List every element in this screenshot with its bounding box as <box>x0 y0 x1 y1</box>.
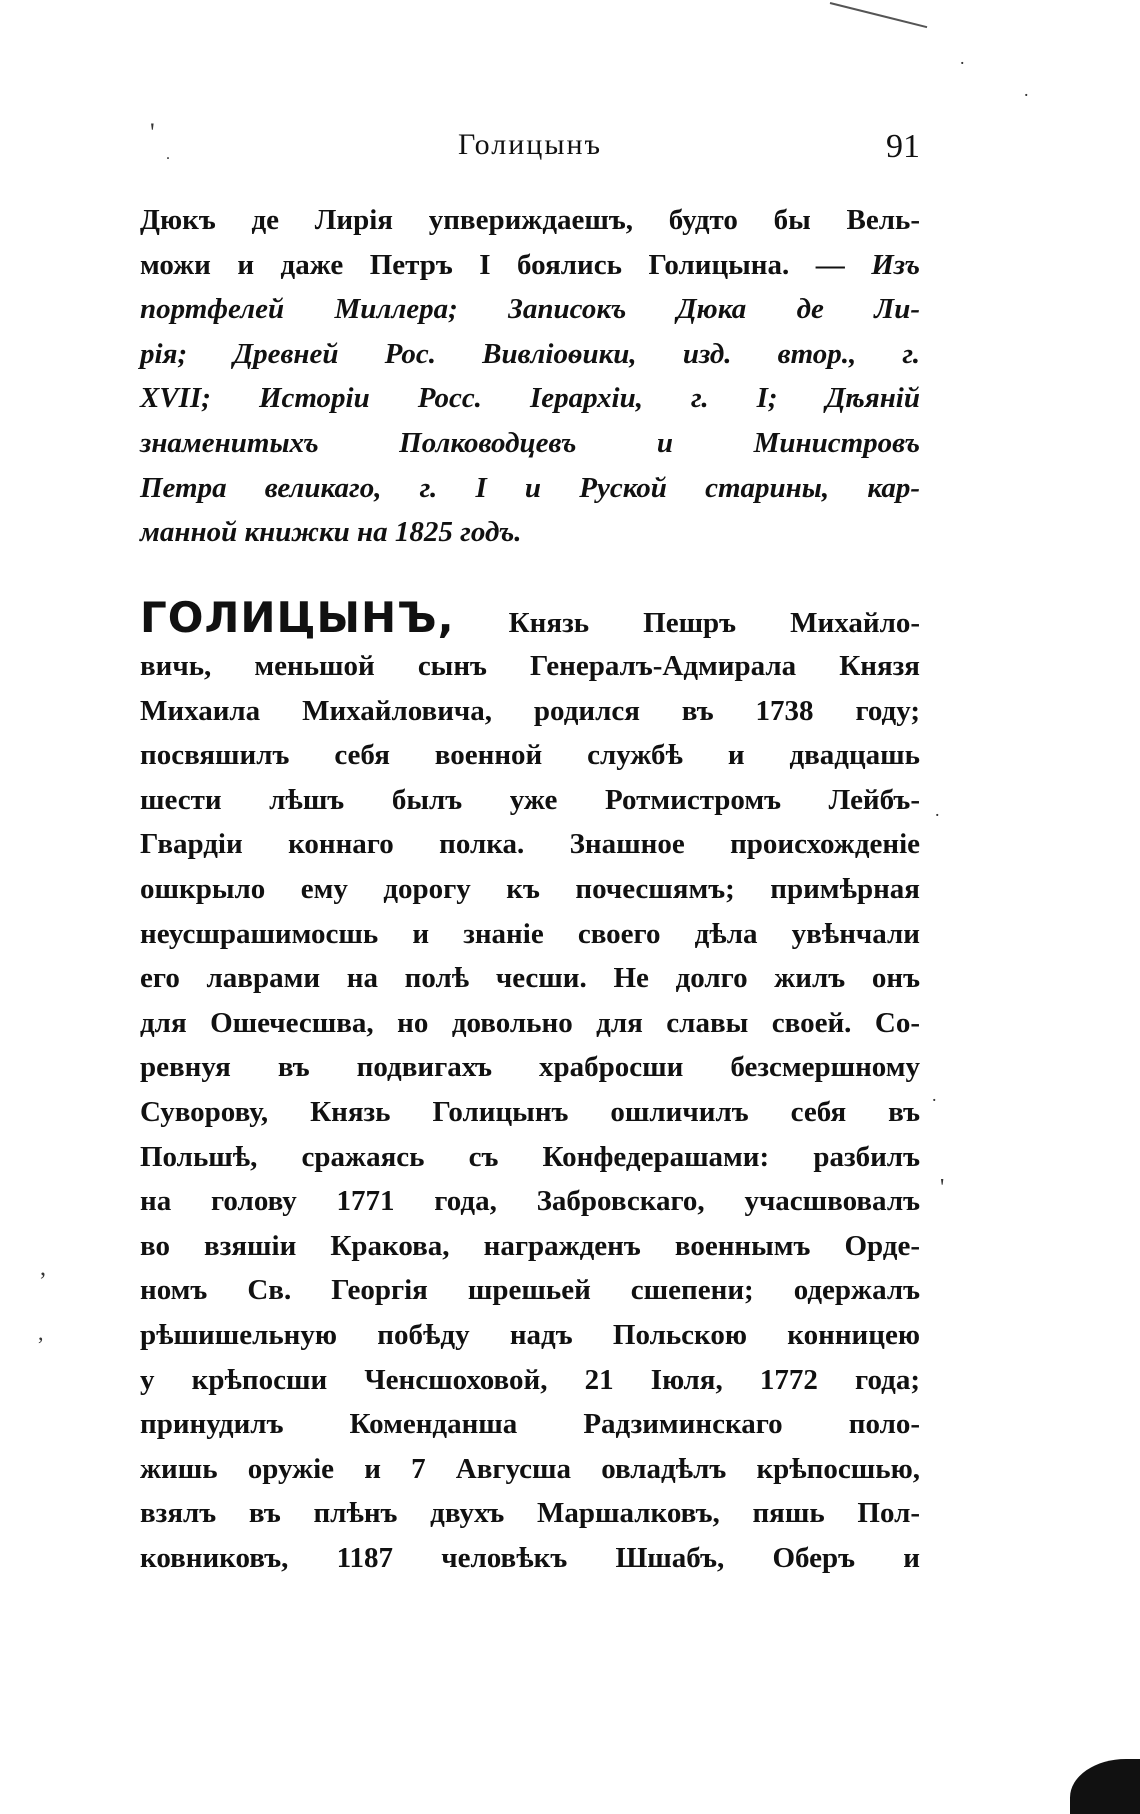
stray-dot-margin-1: . <box>935 800 940 820</box>
text-line: посвяшилъ себя военной службѣ и двадцашь <box>140 739 920 772</box>
top-edge-scratch <box>830 2 928 28</box>
text-line: у крѣпосши Ченсшоховой, 21 Іюля, 1772 года; <box>140 1363 920 1396</box>
text-line: шести лѣшъ былъ уже Ротмистромъ Лейбъ- <box>140 783 920 816</box>
stray-dot-header: . <box>166 146 170 163</box>
stray-tick-margin: ' <box>940 1175 945 1201</box>
stray-tick-left-2: , <box>38 1320 44 1345</box>
continuation-paragraph <box>140 198 920 555</box>
text-line: принудилъ Коменданша Радзиминскаго поло- <box>140 1408 920 1441</box>
entry-first-line <box>140 592 920 644</box>
entry-paragraph <box>140 592 920 1580</box>
citation-line: рія; Древней Рос. Вивліоѳики, изд. втор., г. <box>140 337 920 370</box>
text-line: ковниковъ, 1187 человѣкъ Шшабъ, Оберъ и <box>140 1541 920 1574</box>
text-line-mixed <box>140 243 920 288</box>
citation-line: знаменитыхъ Полководцевъ и Министровъ <box>140 426 920 459</box>
text-line: во взяшіи Кракова, награжденъ военнымъ Орде- <box>140 1229 920 1262</box>
text-line: на голову 1771 года, Забровскаго, учасшвовалъ <box>140 1185 920 1218</box>
text-line: ревнуя въ подвигахъ храбросши безсмершному <box>140 1051 920 1084</box>
text-line: Суворову, Князь Голицынъ ошличилъ себя въ <box>140 1095 920 1128</box>
entry-first-line-rest: Князь Пешръ Михайло- <box>508 607 921 639</box>
text-line-italic-part: Изъ <box>871 248 920 281</box>
citation-line: Петра великаго, г. I и Руской старины, кар- <box>140 471 920 504</box>
stray-tick-left-1: , <box>40 1255 46 1281</box>
stray-dot-top-right: . <box>960 48 965 68</box>
citation-line: манной книжки на 1825 годъ. <box>140 516 522 549</box>
text-line: вичь, меньшой сынъ Генералъ-Адмирала Князя <box>140 650 920 682</box>
text-line: Дюкъ де Лирія упвериждаешъ, будто бы Вель- <box>140 204 920 236</box>
text-line: рѣшишельную побѣду надъ Польскою конницею <box>140 1318 920 1351</box>
stray-mark-header: ' <box>150 118 155 147</box>
stray-dot-margin-2: . <box>932 1085 937 1105</box>
text-line: ошкрыло ему дорогу къ почесшямъ; примѣрная <box>140 872 920 905</box>
text-line: Польшѣ, сражаясь съ Конфедерашами: разбилъ <box>140 1140 920 1173</box>
text-line: его лаврами на полѣ чесши. Не долго жилъ онъ <box>140 962 920 995</box>
text-line: Михаила Михайловича, родился въ 1738 году; <box>140 694 920 727</box>
text-line: взялъ въ плѣнъ двухъ Маршалковъ, пяшь Пол- <box>140 1497 920 1530</box>
text-line: жишь оружіе и 7 Авгусша овладѣлъ крѣпосшью, <box>140 1452 920 1485</box>
stray-dot-right-edge: . <box>1024 80 1029 100</box>
text-line: номъ Св. Георгія шрешьей сшепени; одержалъ <box>140 1274 920 1307</box>
text-line: для Ошечесшва, но довольно для славы своей. Со- <box>140 1006 920 1039</box>
corner-ink-blot <box>1070 1759 1140 1814</box>
sources-citation <box>140 287 920 555</box>
entry-headword: ГОЛИЦЫНЪ, <box>140 593 455 642</box>
text-line: Гвардіи коннаго полка. Знашное происхожденіе <box>140 828 920 861</box>
page-number: 91 <box>886 128 920 165</box>
text-line-plain-part: можи и даже Петръ I боялись Голицына. — <box>140 248 872 281</box>
text-line: неусшрашимосшь и знаніе своего дѣла увѣнчали <box>140 917 920 950</box>
citation-line: XVII; Исторіи Росс. Іерархіи, г. I; Дѣяній <box>140 382 920 415</box>
running-title: Голицынъ <box>457 128 603 161</box>
citation-line: портфелей Миллера; Записокъ Дюка де Ли- <box>140 293 920 326</box>
page-header <box>140 128 920 178</box>
